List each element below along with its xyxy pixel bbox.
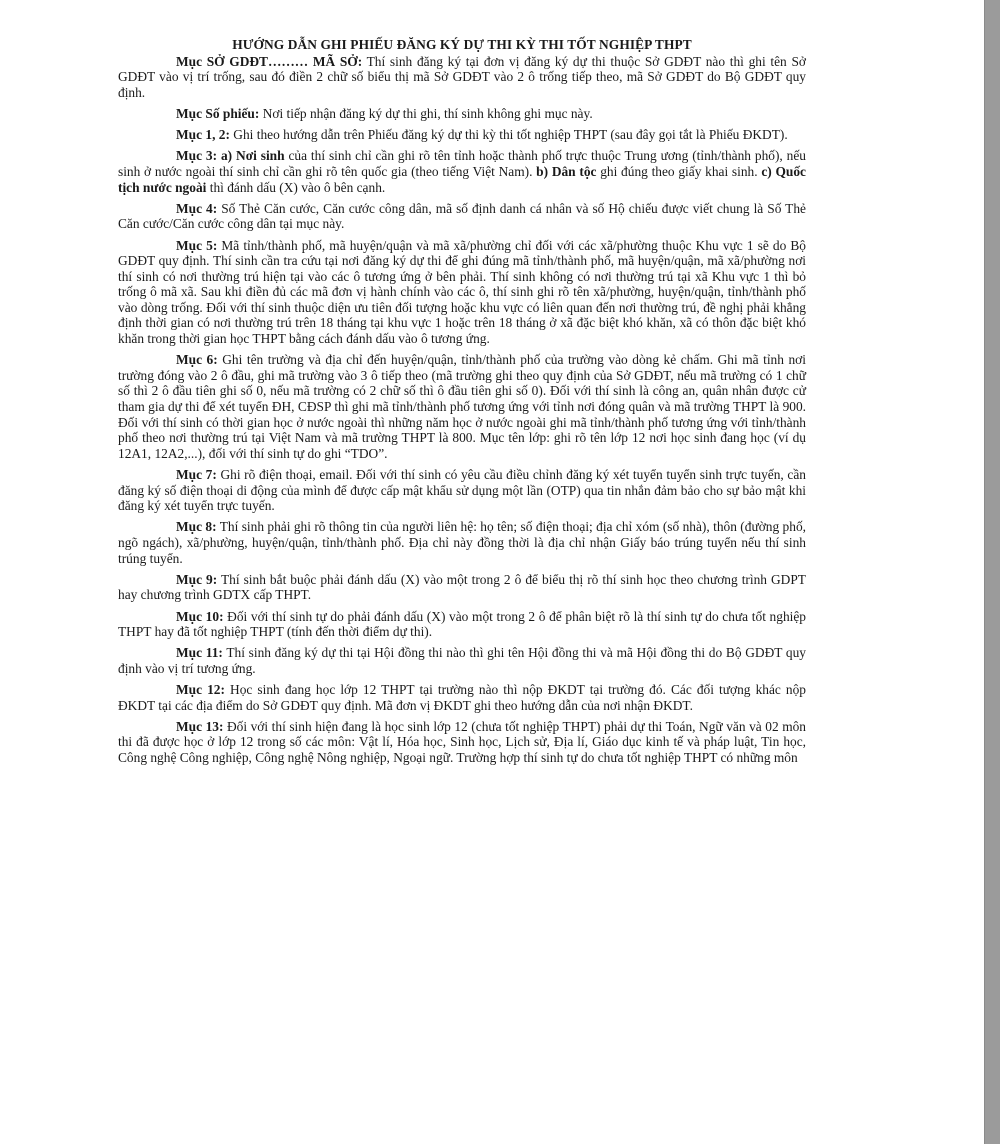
paragraph-heading: Mục 6: <box>176 352 218 368</box>
document-content <box>118 37 806 771</box>
paragraph-text: Đối với thí sinh tự do phải đánh dấu (X) vào một trong 2 ô để phân biệt rõ là thí sinh tự do chưa tốt nghiệp THPT hay đã tốt nghiệp THPT (tính đến thời điểm dự thi). <box>118 608 806 640</box>
paragraph-text: thì đánh dấu (X) vào ô bên cạnh. <box>206 179 386 195</box>
paragraph-text: Số Thẻ Căn cước, Căn cước công dân, mã số định danh cá nhân và số Hộ chiếu được viết chung là Số Thẻ Căn cước/Căn cước công dân tại mục này. <box>118 200 806 232</box>
paragraph <box>118 352 806 461</box>
paragraph-text: ghi đúng theo giấy khai sinh. <box>596 163 762 179</box>
paragraph <box>118 238 806 347</box>
paragraph-heading: Mục 11: <box>176 645 223 661</box>
paragraph-text: Nơi tiếp nhận đăng ký dự thi ghi, thí sinh không ghi mục này. <box>259 105 593 121</box>
paragraph <box>118 127 806 143</box>
paragraph-heading: Mục 12: <box>176 682 225 698</box>
paragraph-text: Học sinh đang học lớp 12 THPT tại trường nào thì nộp ĐKDT tại trường đó. Các đối tượng khác nộp ĐKDT tại các địa điểm do Sở GDĐT quy định. Mã đơn vị ĐKDT ghi theo hướng dẫn của nơi nhận ĐKDT. <box>118 682 807 713</box>
paragraph-heading: Mục 1, 2: <box>176 127 230 143</box>
paragraph-heading: Mục 5: <box>176 237 218 253</box>
paragraph-text: Đối với thí sinh hiện đang là học sinh lớp 12 (chưa tốt nghiệp THPT) phải dự thi Toán, Ngữ văn và 02 môn thi đã được học ở lớp 12 trong số các môn: Vật lí, Hóa học, Sinh học, Lịch sử, Địa lí, Giáo dục kinh tế và pháp luật, Tin học, Công nghệ Công nghiệp, Công nghệ Nông nghiệp, Ngoại ngữ. Trường hợp thí sinh tự do chưa tốt nghiệp THPT có những môn <box>118 718 807 766</box>
paragraph-heading: Mục 3: a) Nơi sinh <box>176 148 285 164</box>
paragraph <box>118 467 806 514</box>
paragraph-heading: b) Dân tộc <box>536 163 597 179</box>
paragraph <box>118 519 806 566</box>
paragraph-list <box>118 54 806 766</box>
paragraph-heading: Mục 13: <box>176 718 224 734</box>
paragraph-heading: Mục SỞ GDĐT……… MÃ SỞ: <box>176 53 363 69</box>
paragraph <box>118 148 806 195</box>
document-title: HƯỚNG DẪN GHI PHIẾU ĐĂNG KÝ DỰ THI KỲ THI TỐT NGHIỆP THPT <box>232 37 692 52</box>
paragraph-heading: Mục 9: <box>176 571 218 587</box>
paragraph-heading: Mục 8: <box>176 519 217 535</box>
paragraph <box>118 682 806 713</box>
paragraph <box>118 609 806 640</box>
paragraph <box>118 645 806 676</box>
paragraph-text: Thí sinh đăng ký tại đơn vị đăng ký dự thi thuộc Sở GDĐT nào thì ghi tên Sở GDĐT vào vị trí trống, sau đó điền 2 chữ số biểu thị mã Sở GDĐT vào 2 ô trống tiếp theo, mã Sở GDĐT do Bộ GDĐT quy định. <box>118 53 806 100</box>
paragraph-text: Thí sinh bắt buộc phải đánh dấu (X) vào một trong 2 ô để biểu thị rõ thí sinh học theo chương trình GDPT hay chương trình GDTX cấp THPT. <box>118 571 806 603</box>
paragraph <box>118 719 806 766</box>
paragraph <box>118 54 806 101</box>
vertical-scrollbar[interactable] <box>984 0 1000 1144</box>
paragraph-heading: c) Quốc tịch nước ngoài <box>118 163 806 195</box>
paragraph-text: của thí sinh chỉ cần ghi rõ tên tỉnh hoặc thành phố trực thuộc Trung ương (tỉnh/thành phố), nếu sinh ở nước ngoài thí sinh chỉ cần ghi rõ tên quốc gia (theo tiếng Việt Nam). <box>118 148 806 179</box>
paragraph <box>118 201 806 232</box>
paragraph-heading: Mục 4: <box>176 200 218 216</box>
paragraph-text: Thí sinh phải ghi rõ thông tin của người liên hệ: họ tên; số điện thoại; địa chỉ xóm (số nhà), thôn (đường phố, ngõ ngách), xã/phường, huyện/quận, tỉnh/thành phố. Địa chỉ này đồng thời là địa chỉ nhận Giấy báo trúng tuyển nếu thí sinh trúng tuyển. <box>118 519 806 566</box>
paragraph-heading: Mục Số phiếu: <box>176 105 260 121</box>
paragraph-heading: Mục 7: <box>176 467 217 482</box>
paragraph-text: Thí sinh đăng ký dự thi tại Hội đồng thi nào thì ghi tên Hội đồng thi và mã Hội đồng thi do Bộ GDĐT quy định vào vị trí tương ứng. <box>118 645 806 676</box>
paragraph <box>118 572 806 603</box>
paragraph-text: Mã tỉnh/thành phố, mã huyện/quận và mã xã/phường chỉ đối với các xã/phường thuộc Khu vực 1 sẽ do Bộ GDĐT quy định. Thí sinh cần tra cứu tại nơi đăng ký dự thi để ghi đúng mã tỉnh/thành phố, mã huyện/quận, mã xã/phường nơi thí sinh có nơi thường trú hiện tại vào các ô tương ứng ở bên phải. Thí sinh không có nơi thường trú tại xã Khu vực 1 thì bỏ trống ô mã xã. Sau khi điền đủ các mã đơn vị hành chính vào các ô, thí sinh ghi rõ tên xã/phường, huyện/quận, tỉnh/thành phố vào dòng trống. Đối với thí sinh thuộc diện ưu tiên đối tượng hoặc khu vực có liên quan đến nơi thường trú, đề nghị phải khẳng định thời gian có nơi thường trú trên 18 tháng tại khu vực 1 hoặc trên 18 tháng ở xã đặc biệt khó khăn, xã có thôn đặc biệt khó khăn trong thời gian học THPT bằng cách đánh dấu vào ô tương ứng. <box>118 237 806 347</box>
paragraph-heading: Mục 10: <box>176 608 224 624</box>
paragraph-text: Ghi rõ điện thoại, email. Đối với thí sinh có yêu cầu điều chỉnh đăng ký xét tuyển tuyển sinh trực tuyến, cần đăng ký số điện thoại di động của mình để được cấp mật khẩu sử dụng một lần (OTP) qua tin nhắn đảm bảo cho sự bảo mật khi đăng ký xét tuyển trực tuyến. <box>118 467 806 514</box>
paragraph-text: Ghi tên trường và địa chỉ đến huyện/quận, tỉnh/thành phố của trường vào dòng kẻ chấm. Ghi mã tỉnh nơi trường đóng vào 2 ô đầu, ghi mã trường vào 3 ô tiếp theo (mã trường ghi theo quy định của Sở GDĐT, nếu mã trường có 1 chữ số thì 2 ô đầu tiên ghi số 0, nếu mã trường có 2 chữ số thì ô đầu tiên ghi số 0). Đối với thí sinh là công an, quân nhân được cử tham gia dự thi để xét tuyển ĐH, CĐSP thì ghi mã tỉnh/thành phố tương ứng với tỉnh nơi đóng quân và mã trường THPT là 900. Đối với thí sinh có thời gian học ở nước ngoài thì những năm học ở nước ngoài ghi mã tỉnh/thành phố tương ứng với tỉnh/thành phố theo nơi thường trú tại Việt Nam và mã trường THPT là 800. Mục tên lớp: ghi rõ tên lớp 12 nơi học sinh đang học (ví dụ 12A1, 12A2,...), đối với thí sinh tự do ghi “TDO”. <box>118 352 806 461</box>
paragraph <box>118 106 806 122</box>
paragraph-text: Ghi theo hướng dẫn trên Phiếu đăng ký dự thi kỳ thi tốt nghiệp THPT (sau đây gọi tắt là Phiếu ĐKDT). <box>229 127 788 143</box>
